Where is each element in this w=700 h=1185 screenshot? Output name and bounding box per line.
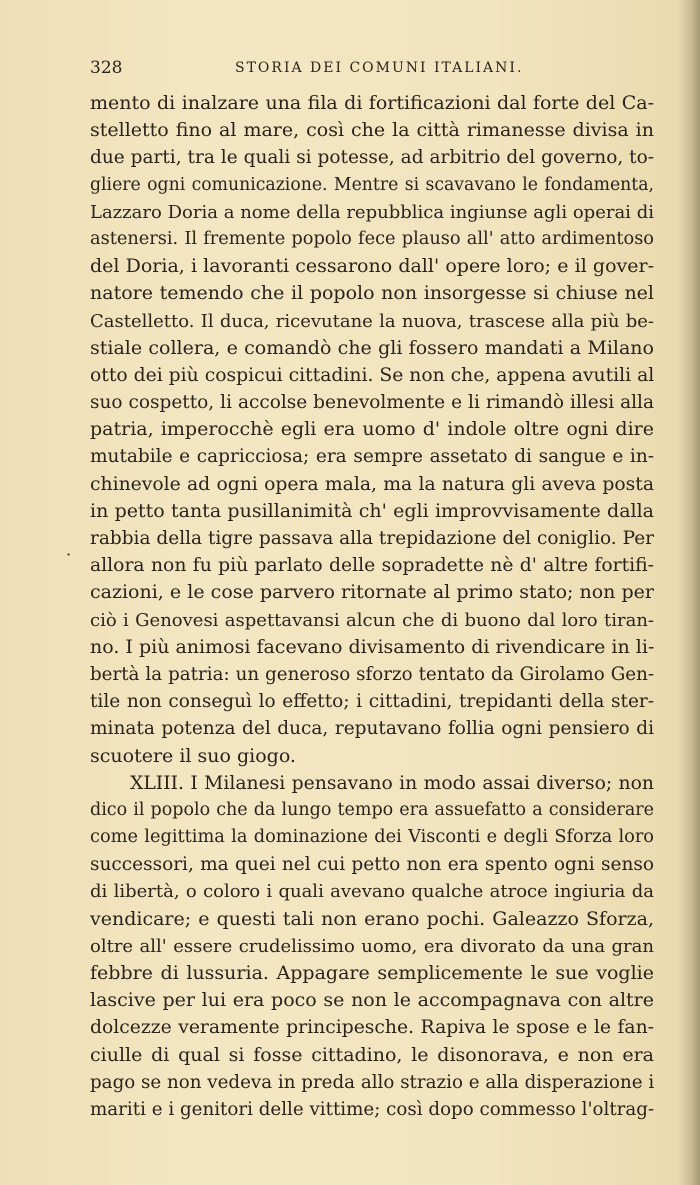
text-line: vendicare; e questi tali non erano pochi. Galeazzo Sforza,: [90, 907, 654, 930]
text-line: natore temendo che il popolo non insorgesse si chiuse nel: [90, 282, 654, 305]
text-line: Castelletto. Il duca, ricevutane la nuova, trascese alla più be-: [90, 310, 654, 332]
text-line: di libertà, o coloro i quali avevano qualche atroce ingiuria da: [90, 881, 654, 903]
text-line: rabbia della tigre passava alla trepidazione del coniglio. Per: [90, 528, 654, 549]
text-line: mento di inalzare una fila di fortificazioni dal forte del Ca-: [90, 92, 654, 114]
text-line: pago se non vedeva in preda allo strazio e alla disperazione i: [90, 1071, 654, 1093]
text-line: del Doria, i lavoranti cessarono dall' opere loro; e il gover-: [90, 255, 654, 278]
section-start-line: XLIII. I Milanesi pensavano in modo assai diverso; non: [130, 772, 654, 794]
text-line: stelletto fino al mare, così che la città rimanesse divisa in: [90, 119, 654, 142]
text-line: mutabile e capricciosa; era sempre assetato di sangue e in-: [90, 446, 654, 468]
text-line: stiale collera, e comandò che gli fossero mandati a Milano: [90, 336, 654, 359]
text-line: chinevole ad ogni opera mala, ma la natura gli aveva posta: [90, 473, 654, 495]
text-line: successori, ma quei nel cui petto non era spento ogni senso: [90, 854, 654, 876]
text-line: astenersi. Il fremente popolo fece plauso all' atto ardimentoso: [90, 228, 654, 249]
text-line: febbre di lussuria. Appagare semplicemente le sue voglie: [90, 962, 654, 984]
margin-mark: ·: [66, 545, 72, 564]
text-line: mariti e i genitori delle vittime; così dopo commesso l'oltrag-: [90, 1098, 654, 1120]
text-line: allora non fu più parlato delle sopradette nè d' altre fortifi-: [90, 555, 654, 577]
text-line: dico il popolo che da lungo tempo era assuefatto a considerare: [90, 799, 654, 820]
text-line: no. I più animosi facevano divisamento di rivendicare in li-: [90, 635, 654, 658]
text-line: tile non conseguì lo effetto; i cittadini, trepidanti della ster-: [90, 691, 654, 713]
text-line: bertà la patria: un generoso sforzo tentato da Girolamo Gen-: [90, 663, 654, 685]
text-line: dolcezze veramente principesche. Rapiva le spose e le fan-: [90, 1017, 654, 1039]
text-line: Lazzaro Doria a nome della repubblica ingiunse agli operai di: [90, 201, 654, 223]
text-line: cazioni, e le cose parvero ritornate al primo stato; non per: [90, 581, 654, 604]
text-line: suo cospetto, li accolse benevolmente e li rimandò illesi alla: [90, 392, 654, 414]
text-line: minata potenza del duca, reputavano follia ogni pensiero di: [90, 718, 654, 740]
text-line: due parti, tra le quali si potesse, ad arbitrio del governo, to-: [90, 147, 654, 169]
text-line: in petto tanta pusillanimità ch' egli improvvisamente dalla: [90, 499, 654, 522]
text-line: gliere ogni comunicazione. Mentre si scavavano le fondamenta,: [90, 174, 654, 195]
text-line: ciò i Genovesi aspettavansi alcun che di buono dal loro tiran-: [90, 609, 654, 631]
text-line: patria, imperocchè egli era uomo d' indole oltre ogni dire: [90, 418, 654, 441]
page-number: 328: [90, 58, 123, 78]
text-line: ciulle di qual si fosse cittadino, le disonorava, e non era: [90, 1043, 654, 1066]
text-line: otto dei più cospicui cittadini. Se non che, appena avutili al: [90, 364, 654, 386]
page-edge-shadow: [678, 0, 700, 1185]
text-line: come legittima la dominazione dei Visconti e degli Sforza loro: [90, 827, 654, 848]
body-text: [90, 90, 654, 1123]
text-line: oltre all' essere crudelissimo uomo, era divorato da una gran: [90, 935, 654, 957]
running-title: STORIA DEI COMUNI ITALIANI.: [235, 60, 524, 76]
text-line: lascive per lui era poco se non le accompagnava con altre: [90, 989, 654, 1012]
paragraph-end-line: scuotere il suo giogo.: [90, 744, 296, 767]
page-header: [90, 58, 650, 82]
